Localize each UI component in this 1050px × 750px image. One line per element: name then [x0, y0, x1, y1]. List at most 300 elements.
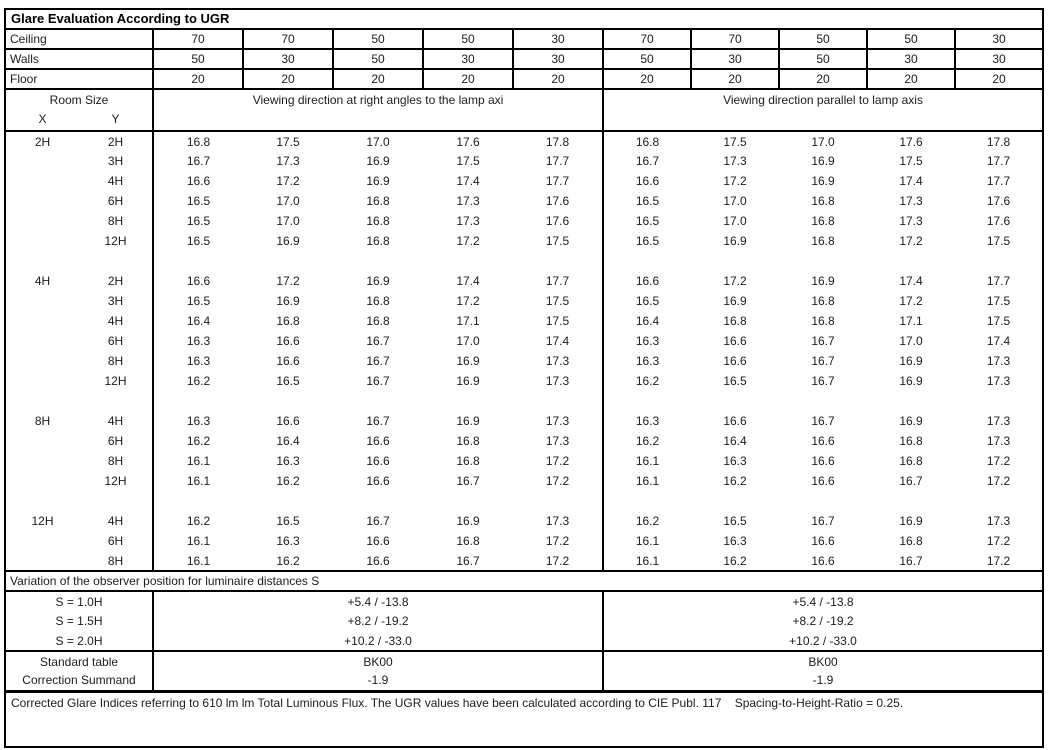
ugr-value: 17.2 — [723, 174, 747, 188]
ugr-value: 16.5 — [635, 234, 660, 248]
ugr-value: 17.5 — [456, 154, 480, 168]
ugr-value: 17.4 — [899, 174, 923, 188]
ugr-value: 17.5 — [986, 234, 1011, 248]
summary-section — [5, 651, 1043, 691]
ugr-value: 16.6 — [366, 534, 390, 548]
reflectance-value: 50 — [603, 49, 691, 69]
room-y-label — [79, 391, 153, 411]
ugr-value: 16.8 — [899, 434, 923, 448]
ugr-value — [779, 391, 867, 411]
ugr-value: 17.3 — [513, 411, 603, 431]
ugr-value: 16.5 — [186, 294, 211, 308]
ugr-value: 17.3 — [986, 414, 1011, 428]
room-x-label — [5, 351, 79, 371]
ugr-value: 16.6 — [811, 454, 835, 468]
ugr-value: 17.3 — [986, 354, 1011, 368]
ugr-row — [5, 451, 1043, 471]
ugr-value: 16.8 — [456, 454, 480, 468]
ugr-value: 16.3 — [635, 414, 660, 428]
ugr-value — [153, 491, 243, 511]
ugr-value: 16.1 — [635, 454, 660, 468]
ugr-value: 17.2 — [986, 553, 1011, 568]
ugr-value: 16.5 — [635, 194, 660, 208]
ugr-value: 16.9 — [366, 174, 390, 188]
x-axis-label: X — [38, 112, 47, 126]
ugr-value: 17.4 — [513, 331, 603, 351]
reflectance-value: 50 — [153, 49, 243, 69]
variation-value-right: +8.2 / -19.2 — [792, 614, 854, 628]
ugr-value: 16.9 — [899, 514, 923, 528]
ugr-value: 16.1 — [186, 534, 211, 548]
ugr-value: 17.5 — [899, 154, 923, 168]
ugr-row — [5, 311, 1043, 331]
reflectance-value: 20 — [779, 69, 867, 89]
ugr-value: 16.6 — [276, 354, 300, 368]
ugr-value: 16.4 — [635, 314, 660, 328]
ugr-value — [603, 491, 691, 511]
room-x-label — [5, 531, 79, 551]
ugr-value: 16.7 — [366, 374, 390, 388]
ugr-row — [5, 431, 1043, 451]
ugr-value: 17.0 — [456, 334, 480, 348]
reflectance-value: 30 — [691, 49, 779, 69]
ugr-value — [423, 491, 513, 511]
reflectance-value: 30 — [955, 49, 1043, 69]
ugr-value: 17.6 — [986, 194, 1011, 208]
ugr-row — [5, 491, 1043, 511]
distance-label: S = 1.5H — [5, 611, 153, 631]
ugr-value: 16.3 — [723, 534, 747, 548]
ugr-value: 16.7 — [899, 553, 923, 568]
ugr-value: 17.3 — [513, 511, 603, 531]
ugr-value: 17.5 — [513, 311, 603, 331]
ugr-value: 16.9 — [456, 514, 480, 528]
ugr-value: 16.8 — [635, 134, 660, 149]
ugr-row — [5, 171, 1043, 191]
room-y-label: 3H — [79, 291, 153, 311]
room-x-label — [5, 291, 79, 311]
ugr-value: 16.5 — [186, 194, 211, 208]
ugr-value — [243, 251, 333, 271]
ugr-value: 16.5 — [276, 374, 300, 388]
reflectance-value: 50 — [779, 29, 867, 49]
ugr-value: 16.9 — [456, 354, 480, 368]
ugr-value: 16.9 — [366, 274, 390, 288]
ugr-value: 16.6 — [276, 414, 300, 428]
ugr-value: 16.6 — [635, 274, 660, 288]
ugr-value: 16.6 — [366, 553, 390, 568]
ugr-value: 16.1 — [186, 474, 211, 488]
ugr-value: 16.6 — [811, 553, 835, 568]
summary-row — [5, 671, 1043, 691]
ugr-value: 16.8 — [811, 234, 835, 248]
ugr-value — [153, 251, 243, 271]
ugr-value: 17.4 — [899, 274, 923, 288]
ugr-value: 17.2 — [986, 454, 1011, 468]
ugr-value: 16.3 — [276, 454, 300, 468]
ugr-value: 17.7 — [986, 154, 1011, 168]
ugr-value: 16.7 — [456, 474, 480, 488]
ugr-value: 17.5 — [723, 134, 747, 149]
footer-row — [5, 691, 1043, 747]
ugr-value: 16.5 — [723, 514, 747, 528]
ugr-value: 17.5 — [276, 134, 300, 149]
room-x-label — [5, 231, 79, 251]
ugr-value: 16.5 — [635, 294, 660, 308]
ugr-value: 16.7 — [366, 334, 390, 348]
ugr-value: 16.1 — [635, 534, 660, 548]
room-y-label: 6H — [79, 191, 153, 211]
ugr-value: 17.7 — [986, 174, 1011, 188]
ugr-value: 17.3 — [276, 154, 300, 168]
reflectance-value: 50 — [779, 49, 867, 69]
ugr-value: 16.9 — [276, 294, 300, 308]
ugr-value: 16.7 — [186, 154, 211, 168]
ugr-value: 16.7 — [811, 414, 835, 428]
room-y-label: 12H — [79, 371, 153, 391]
room-y-label: 2H — [79, 131, 153, 151]
ugr-value: 16.5 — [186, 234, 211, 248]
room-y-label — [79, 491, 153, 511]
ugr-value: 17.2 — [986, 534, 1011, 548]
ugr-value: 16.7 — [635, 154, 660, 168]
ugr-value — [153, 391, 243, 411]
ugr-value — [955, 491, 1043, 511]
ugr-value: 16.6 — [723, 414, 747, 428]
ugr-value: 17.3 — [986, 514, 1011, 528]
ugr-value: 17.4 — [456, 174, 480, 188]
ugr-value: 16.6 — [635, 174, 660, 188]
ugr-value: 17.7 — [986, 274, 1011, 288]
summary-value-left: BK00 — [153, 651, 603, 671]
ugr-value: 17.6 — [513, 211, 603, 231]
distance-label: S = 2.0H — [5, 631, 153, 651]
ugr-value: 16.8 — [899, 454, 923, 468]
variation-value-right: +5.4 / -13.8 — [792, 594, 854, 609]
reflectance-value: 30 — [513, 49, 603, 69]
ugr-value: 16.8 — [366, 294, 390, 308]
reflectance-value: 50 — [867, 29, 955, 49]
ugr-value: 16.8 — [456, 534, 480, 548]
y-axis-label: Y — [111, 112, 120, 126]
ugr-value: 16.3 — [635, 334, 660, 348]
ugr-value: 17.6 — [986, 214, 1011, 228]
ugr-value: 17.0 — [723, 214, 747, 228]
reflectance-value: 20 — [333, 69, 423, 89]
surface-row — [5, 69, 1043, 89]
ugr-row — [5, 411, 1043, 431]
ugr-value: 16.9 — [811, 154, 835, 168]
ugr-value: 16.2 — [723, 474, 747, 488]
reflectance-value: 70 — [691, 29, 779, 49]
ugr-value: 16.6 — [366, 434, 390, 448]
variation-value-left: +8.2 / -19.2 — [153, 611, 603, 631]
ugr-value: 17.2 — [276, 274, 300, 288]
ugr-value: 17.2 — [899, 294, 923, 308]
ugr-value: 17.6 — [899, 134, 923, 149]
ugr-value: 16.7 — [899, 474, 923, 488]
direction-header-section — [5, 89, 1043, 131]
ugr-row — [5, 531, 1043, 551]
room-x-label: 4H — [34, 274, 51, 288]
room-y-label: 4H — [79, 311, 153, 331]
room-x-label — [5, 211, 79, 231]
ugr-value: 17.0 — [276, 194, 300, 208]
ugr-value — [243, 391, 333, 411]
reflectance-value: 70 — [153, 29, 243, 49]
ugr-value: 16.8 — [811, 314, 835, 328]
ugr-value: 16.5 — [276, 514, 300, 528]
summary-value-right: -1.9 — [812, 673, 834, 688]
room-x-label: 12H — [31, 514, 54, 528]
room-size-axes — [6, 110, 152, 130]
ugr-value: 17.3 — [513, 351, 603, 371]
ugr-value: 16.9 — [723, 294, 747, 308]
ugr-row — [5, 131, 1043, 151]
room-y-label: 4H — [79, 411, 153, 431]
direction-header-row — [5, 89, 1043, 131]
room-y-label: 8H — [79, 211, 153, 231]
ugr-value: 16.2 — [186, 374, 211, 388]
ugr-row — [5, 391, 1043, 411]
room-x-label — [5, 451, 79, 471]
room-y-label: 12H — [79, 231, 153, 251]
variation-row — [5, 631, 1043, 651]
variation-value-left: +5.4 / -13.8 — [153, 591, 603, 611]
ugr-value: 16.8 — [811, 294, 835, 308]
reflectance-value: 70 — [603, 29, 691, 49]
ugr-value: 16.3 — [186, 354, 211, 368]
ugr-value: 17.3 — [899, 214, 923, 228]
ugr-value: 16.9 — [899, 354, 923, 368]
reflectance-value: 70 — [243, 29, 333, 49]
ugr-value — [867, 391, 955, 411]
reflectance-value: 20 — [603, 69, 691, 89]
ugr-row — [5, 251, 1043, 271]
ugr-value: 16.7 — [456, 553, 480, 568]
room-x-label — [5, 191, 79, 211]
room-y-label: 3H — [79, 151, 153, 171]
variation-value-right: +10.2 / -33.0 — [789, 633, 857, 648]
ugr-value: 16.7 — [811, 334, 835, 348]
ugr-value: 17.5 — [513, 291, 603, 311]
ugr-value: 17.5 — [986, 314, 1011, 328]
ugr-value: 17.0 — [366, 134, 390, 149]
ugr-value — [603, 391, 691, 411]
ugr-value: 16.6 — [366, 454, 390, 468]
ugr-value: 16.7 — [366, 414, 390, 428]
ugr-value: 17.3 — [723, 154, 747, 168]
room-y-label: 6H — [79, 431, 153, 451]
ugr-value: 16.8 — [366, 214, 390, 228]
ugr-row — [5, 231, 1043, 251]
variation-row — [5, 591, 1043, 611]
ugr-value — [513, 491, 603, 511]
right-direction-header: Viewing direction parallel to lamp axis — [603, 89, 1043, 131]
room-x-label — [5, 431, 79, 451]
ugr-value: 16.6 — [723, 354, 747, 368]
ugr-value: 16.7 — [366, 514, 390, 528]
room-y-label: 6H — [79, 531, 153, 551]
ugr-value — [691, 491, 779, 511]
ugr-value: 17.7 — [513, 271, 603, 291]
ugr-value: 17.2 — [513, 551, 603, 571]
room-x-label — [5, 251, 79, 271]
ugr-value: 16.2 — [635, 514, 660, 528]
ugr-value — [691, 251, 779, 271]
ugr-value: 16.3 — [186, 334, 211, 348]
ugr-value: 17.6 — [513, 191, 603, 211]
ugr-value: 16.2 — [276, 553, 300, 568]
reflectance-value: 20 — [691, 69, 779, 89]
room-y-label: 6H — [79, 331, 153, 351]
surface-label: Ceiling — [5, 29, 153, 49]
ugr-value — [955, 251, 1043, 271]
ugr-value: 16.6 — [723, 334, 747, 348]
ugr-value: 16.8 — [899, 534, 923, 548]
ugr-value: 17.4 — [456, 274, 480, 288]
ugr-value — [423, 251, 513, 271]
ugr-value: 16.5 — [635, 214, 660, 228]
ugr-value: 17.1 — [456, 314, 480, 328]
ugr-value: 17.2 — [456, 294, 480, 308]
ugr-value: 17.3 — [986, 374, 1011, 388]
ugr-value: 17.2 — [513, 451, 603, 471]
variation-header-section — [5, 571, 1043, 591]
room-x-label — [5, 151, 79, 171]
ugr-row — [5, 471, 1043, 491]
ugr-value: 17.1 — [899, 314, 923, 328]
ugr-value: 16.8 — [366, 194, 390, 208]
ugr-value: 16.2 — [276, 474, 300, 488]
footer-note: Corrected Glare Indices referring to 610 lm lm Total Luminous Flux. The UGR values have been calculated according to CIE Publ. 117 Spacing-to-Height-Ratio = 0.25. — [5, 691, 1043, 747]
ugr-row — [5, 511, 1043, 531]
ugr-value: 17.2 — [276, 174, 300, 188]
ugr-value: 17.6 — [456, 134, 480, 149]
ugr-value: 16.7 — [366, 354, 390, 368]
ugr-row — [5, 371, 1043, 391]
ugr-value: 16.9 — [456, 414, 480, 428]
room-y-label — [79, 251, 153, 271]
surface-row — [5, 49, 1043, 69]
ugr-value: 16.9 — [899, 374, 923, 388]
ugr-value: 17.0 — [899, 334, 923, 348]
variation-header-row — [5, 571, 1043, 591]
ugr-value: 16.5 — [186, 214, 211, 228]
room-x-label — [5, 331, 79, 351]
ugr-value: 17.3 — [986, 434, 1011, 448]
ugr-row — [5, 271, 1043, 291]
surface-label: Walls — [5, 49, 153, 69]
room-x-label: 8H — [34, 414, 51, 428]
summary-label: Standard table — [5, 651, 153, 671]
ugr-value: 16.8 — [186, 134, 211, 149]
ugr-value — [423, 391, 513, 411]
ugr-value: 16.6 — [811, 474, 835, 488]
room-y-label: 4H — [79, 171, 153, 191]
room-x-label — [5, 551, 79, 571]
ugr-value: 16.3 — [635, 354, 660, 368]
ugr-row — [5, 191, 1043, 211]
ugr-value: 16.5 — [723, 374, 747, 388]
ugr-value — [513, 251, 603, 271]
ugr-value: 16.6 — [366, 474, 390, 488]
ugr-value: 16.8 — [456, 434, 480, 448]
ugr-value: 16.2 — [635, 374, 660, 388]
ugr-value: 16.9 — [366, 154, 390, 168]
footer-section — [5, 691, 1043, 747]
room-y-label: 8H — [79, 551, 153, 571]
reflectance-value: 50 — [333, 29, 423, 49]
ugr-value: 17.2 — [899, 234, 923, 248]
room-y-label: 4H — [79, 511, 153, 531]
ugr-value — [779, 491, 867, 511]
ugr-value: 16.1 — [635, 553, 660, 568]
ugr-value: 16.4 — [723, 434, 747, 448]
reflectance-value: 50 — [333, 49, 423, 69]
ugr-value — [333, 491, 423, 511]
surface-reflectance-section — [5, 29, 1043, 89]
ugr-value: 16.3 — [723, 454, 747, 468]
ugr-value: 16.8 — [811, 194, 835, 208]
room-x-label — [5, 371, 79, 391]
room-y-label: 8H — [79, 351, 153, 371]
ugr-value: 16.2 — [635, 434, 660, 448]
ugr-row — [5, 351, 1043, 371]
ugr-value: 16.9 — [456, 374, 480, 388]
ugr-row — [5, 291, 1043, 311]
ugr-value: 17.2 — [456, 234, 480, 248]
reflectance-value: 20 — [867, 69, 955, 89]
ugr-value: 16.7 — [811, 374, 835, 388]
ugr-value: 17.2 — [513, 531, 603, 551]
ugr-value: 17.3 — [456, 194, 480, 208]
ugr-value: 17.8 — [986, 134, 1011, 149]
room-x-label — [5, 471, 79, 491]
ugr-value — [333, 251, 423, 271]
reflectance-value: 30 — [513, 29, 603, 49]
ugr-value — [333, 391, 423, 411]
ugr-value: 16.3 — [186, 414, 211, 428]
ugr-value: 16.8 — [276, 314, 300, 328]
ugr-value — [243, 491, 333, 511]
summary-row — [5, 651, 1043, 671]
variation-row — [5, 611, 1043, 631]
ugr-value: 16.6 — [186, 274, 211, 288]
ugr-value: 16.7 — [811, 514, 835, 528]
summary-value-left: -1.9 — [153, 671, 603, 691]
ugr-row — [5, 331, 1043, 351]
variation-value-left: +10.2 / -33.0 — [153, 631, 603, 651]
ugr-value: 16.9 — [811, 174, 835, 188]
reflectance-value: 20 — [955, 69, 1043, 89]
ugr-values-section — [5, 131, 1043, 571]
ugr-value: 17.3 — [513, 431, 603, 451]
ugr-value: 16.8 — [366, 234, 390, 248]
ugr-value: 17.3 — [513, 371, 603, 391]
ugr-value: 16.8 — [811, 214, 835, 228]
ugr-value: 17.0 — [276, 214, 300, 228]
ugr-row — [5, 151, 1043, 171]
ugr-value: 16.3 — [276, 534, 300, 548]
ugr-value — [513, 391, 603, 411]
ugr-row — [5, 211, 1043, 231]
ugr-value — [603, 251, 691, 271]
summary-value-right: BK00 — [603, 651, 1043, 671]
ugr-value: 17.8 — [513, 131, 603, 151]
ugr-value: 16.8 — [366, 314, 390, 328]
reflectance-value: 20 — [243, 69, 333, 89]
